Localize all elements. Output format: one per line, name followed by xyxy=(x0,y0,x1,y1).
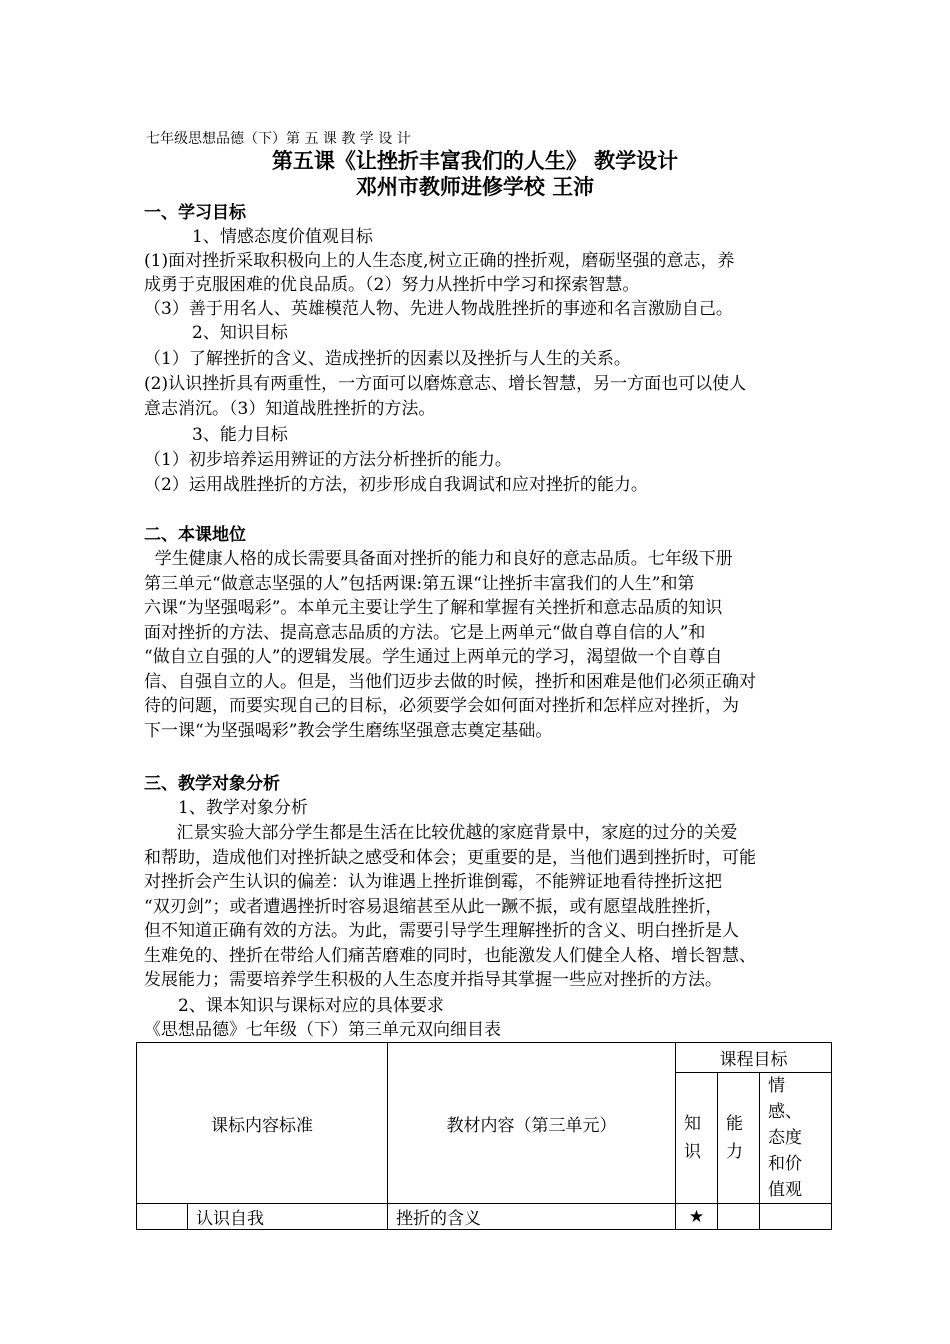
goal-text: 成勇于克服困难的优良品质。（2）努力从挫折中学习和探索智慧。 xyxy=(144,275,640,295)
paragraph-line: “双刃剑”；或者遭遇挫折时容易退缩甚至从此一蹶不振，或有愿望战胜挫折， xyxy=(144,896,723,917)
document-header: 七年级思想品德（下）第 五 课 教 学 设 计 xyxy=(146,131,411,147)
goal-text: （1）初步培养运用辨证的方法分析挫折的能力。 xyxy=(144,450,512,470)
paragraph-line: 学生健康人格的成长需要具备面对挫折的能力和良好的意志品质。七年级下册 xyxy=(144,549,733,569)
paragraph-line: 待的问题，而要实现自己的目标，必须要学会如何面对挫折和怎样应对挫折，为 xyxy=(144,696,739,716)
table-cell-empty xyxy=(137,1204,188,1230)
paragraph-line: 六课“为坚强喝彩”。本单元主要让学生了解和掌握有关挫折和意志品质的知识 xyxy=(144,598,723,618)
goal-text: (2)认识挫折具有两重性，一方面可以磨炼意志、增长智慧，另一方面也可以使人 xyxy=(144,374,747,394)
section-heading-position: 二、本课地位 xyxy=(144,525,246,545)
paragraph-line: 汇景实验大部分学生都是生活在比较优越的家庭背景中，家庭的过分的关爱 xyxy=(144,823,738,843)
header-goals: 课程目标 xyxy=(676,1043,832,1073)
goal-text: （2）运用战胜挫折的方法，初步形成自我调试和应对挫折的能力。 xyxy=(144,475,648,495)
paragraph-line: 和帮助，造成他们对挫折缺之感受和体会；更重要的是，当他们遇到挫折时，可能 xyxy=(144,847,756,868)
table-cell-attitude xyxy=(760,1204,832,1230)
document-title: 第五课《让挫折丰富我们的人生》 教学设计 xyxy=(271,148,679,173)
table-cell-content: 挫折的含义 xyxy=(388,1204,676,1230)
paragraph-line: 但不知道正确有效的方法。为此，需要引导学生理解挫折的含义、明白挫折是人 xyxy=(144,921,739,941)
paragraph-line: 发展能力；需要培养学生积极的人生态度并指导其掌握一些应对挫折的方法。 xyxy=(144,970,722,990)
analysis-paragraph xyxy=(144,821,812,993)
goal-text: （3）善于用名人、英雄模范人物、先进人物战胜挫折的事迹和名言激励自己。 xyxy=(144,299,733,319)
subheading-requirements: 2、课本知识与课标对应的具体要求 xyxy=(178,996,444,1016)
star-icon: ★ xyxy=(676,1204,718,1230)
goal-heading-attitude: 1、情感态度价值观目标 xyxy=(192,227,373,247)
subheading-analysis: 1、教学对象分析 xyxy=(178,798,308,818)
header-ability: 能力 xyxy=(718,1073,760,1204)
paragraph-line: 第三单元“做意志坚强的人”包括两课:第五课“让挫折丰富我们的人生”和第 xyxy=(144,573,695,594)
header-attitude: 情感、态度和价值观 xyxy=(760,1073,832,1204)
section-heading-analysis: 三、教学对象分析 xyxy=(144,774,280,794)
table-cell-standard: 认识自我 xyxy=(188,1204,388,1230)
paragraph-line: 生难免的、挫折在带给人们痛苦磨难的同时，也能激发人们健全人格、增长智慧、 xyxy=(144,945,756,966)
goal-text: 意志消沉。（3）知道战胜挫折的方法。 xyxy=(144,399,436,419)
document-author: 邓州市教师进修学校 王沛 xyxy=(355,174,595,199)
goal-text: (1)面对挫折采取积极向上的人生态度,树立正确的挫折观，磨砺坚强的意志，养 xyxy=(144,251,735,271)
table-caption: 《思想品德》七年级（下）第三单元双向细目表 xyxy=(144,1020,501,1040)
goal-heading-knowledge: 2、知识目标 xyxy=(192,323,288,343)
paragraph-line: 对挫折会产生认识的偏差：认为谁遇上挫折谁倒霉，不能辨证地看待挫折这把 xyxy=(144,872,722,892)
position-paragraph xyxy=(144,547,812,743)
header-textbook: 教材内容（第三单元） xyxy=(388,1043,676,1204)
paragraph-line: 面对挫折的方法、提高意志品质的方法。它是上两单元“做自尊自信的人”和 xyxy=(144,622,706,643)
paragraph-line: 信、自强自立的人。但是，当他们迈步去做的时候，挫折和困难是他们必须正确对 xyxy=(144,671,756,692)
paragraph-line: 下一课“为坚强喝彩”教会学生磨练坚强意志奠定基础。 xyxy=(144,720,553,741)
table-cell-ability xyxy=(718,1204,760,1230)
goal-text: （1）了解挫折的含义、造成挫折的因素以及挫折与人生的关系。 xyxy=(144,349,631,369)
header-standard: 课标内容标准 xyxy=(137,1043,388,1204)
section-heading-objectives: 一、学习目标 xyxy=(144,203,246,223)
header-knowledge: 知识 xyxy=(676,1073,718,1204)
paragraph-line: “做自立自强的人”的逻辑发展。学生通过上两单元的学习，渴望做一个自尊自 xyxy=(144,647,723,667)
goal-heading-ability: 3、能力目标 xyxy=(192,425,288,445)
objectives-table xyxy=(136,1042,832,1230)
